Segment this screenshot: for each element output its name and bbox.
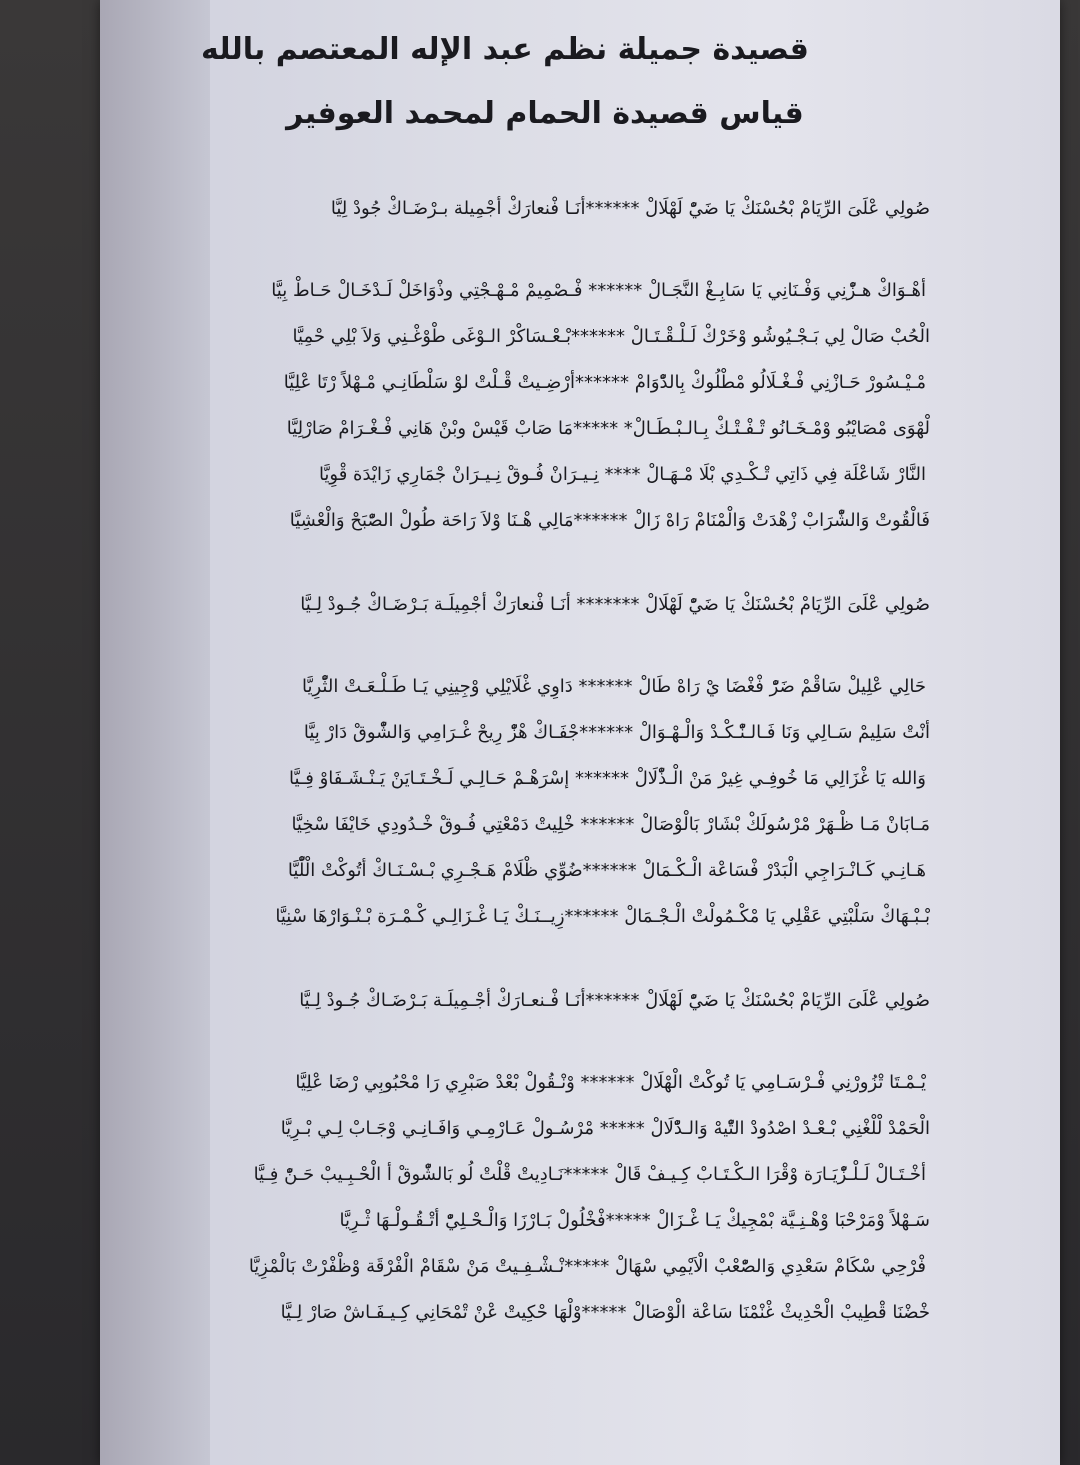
verse-line: أخْـتَـالْ لَـلْـزّْيَـارَة وْقْرَا الـكْـتَـابْ كِـيـفْ قَالْ *****نَـادِيتْ قْلْتْ لُو بَالشّْوقْ أ الْحْـبِـيبْ حَـنّْ فِـيَّا	[253, 1164, 926, 1185]
poem-title: قصيدة جميلة نظم عبد الإله المعتصم بالله	[201, 32, 809, 67]
verse-line: لْهْوَى مْصَايْبُو وْمْـخَـانُو تْـفْـتْـكْ بِـالـبْـطَـالْ* *****مَا صَابْ قَيْسْ وبْنْ هَانِي فْـغْـرَامْ صَارْلِيَّا	[286, 418, 930, 439]
verse-line: هَـانِـي كَـانْـرَاجِي الْبَدْرْ فْسَاعْة الْـكْـمَالْ ******ضُوِّي ظْلَامْ هَـجْـرِي بْـسْـنَـاكْ أتُوكْتْ الْلّْيَّا	[287, 860, 926, 881]
verse-line: الْحَمْدْ لْلْغْنِي بْـعْـدْ اصْدُودْ التّْيهْ وَالـدّْلَالْ ***** مْرْسُـولْ عَـارْمِـي وَافَـانِـي وْجَـابْ لِـي بْـرِيَّا	[280, 1118, 930, 1139]
stanza-1	[100, 268, 950, 544]
verse-line: مْـيْـسُورْ حَـازْنِي فْـغْـلَالُو مْطْلُوكْ بِالدّْوَامْ ******أرْضِـيتْ قْـلْتْ لوْ سَلْطَانِـي مْـهْلاً رْتَا عْلِيَّا	[283, 372, 926, 393]
verse-line: الْحُبْ صَالْ لِي بَـجْـيُوشُو وْخَرْكْ لَـلْـقْـتَـالْ ******بْـعْـسَاكْرْ الـوْغَى طْوْغْـنِي وَلاَ بْلِي حْمِيَّا	[292, 326, 930, 347]
verse-line: يْـمْـتَا تْزُورْنِي فْـرْسَـامِي يَا تُوكْتْ الْهْلَالْ ****** وْنْـقُولْ بْعْدْ صَبْرِي رَا مْحْبُوبِي رْضَا عْلِيَّا	[295, 1072, 926, 1093]
verse-line: خْضْنَا قْطِيبْ الْحْدِيثْ غْنْمْنَا سَاعْة الْوْصَالْ *****وْلْهَا حْكِيتْ عْنْ تْمْحَانِي كِـيـفَـاشْ صَارْ لِـيَّا	[280, 1302, 930, 1323]
verse-line: فْرْحِي سْكَامْ سَعْدِي وَالصّْعْبْ الْاَيْمِي سْهَالْ *****نْـشْـفِـيتْ مَنْ سْقَامْ الْفْرْقَة وْظْفْرْتْ بَالْمْزِيَّا	[248, 1256, 926, 1277]
verse-line: بْـبْـهَاكْ سَلْبْتِي عَقْلِي يَا مْكْـمُولْتْ الْـجْـمَالْ ******زِيــنَـكْ يَـا غْـزَالِـي كْـمْـرَة بْـنْـوَارْهَا سْنِيَّا	[275, 906, 930, 927]
verse-line: سَـهْلاً وْمَرْحْبَا وْهْـنِـيَّة بْمْجِيكْ يَـا غْـزَالْ *****فْخْلُولْ بَـارْزَا وَالْـحْـلِيّْ أتْـقُـولْـهَا ثْـرِيَّا	[339, 1210, 930, 1231]
chorus-line: صُولِي عْلَىَ الرِّيَامْ بْحُسْنَكْ يَا ضَيّْ لَهْلَالْ ******أنَـا فْـنعـارَكْ أجْـمِيلَـة بَـرْضَـاكْ جُـودْ لِـيَّا	[299, 990, 930, 1011]
verse-line: النَّارْ شَاعْلَة فِي ذَاتِي تْـكْـدِي بْلَا مْـهَـالْ **** نِـيـرَانْ فُـوقْ نِـيـرَانْ جْمَارِي زَايْدَة قْوِيَّا	[318, 464, 926, 485]
chorus-line: صُولِي عْلَىَ الرِّيَامْ بْحُسْنَكْ يَا ضَيّْ لَهْلَالْ ******أنَـا فْنعارَكْ أجْمِيلة بـرْضَـاكْ جُودْ لِيَّا	[330, 198, 930, 219]
verse-line: حَالِي عْلِيلْ سَاقْمْ ضَرّْ فْغْضَا يْ رَاهْ طَالْ ****** دَاوِي غْلَايْلِي وْجِينِي يَـا طَـلْـعَـتْ الثّْرِيَّا	[302, 676, 926, 697]
stanza-3	[100, 1060, 950, 1336]
stanza-2	[100, 664, 950, 940]
verse-line: فَالْقُوتْ وَالشّْرَابْ زْهْدَتْ وَالْمْنَامْ رَاهْ زَالْ ******مَالِي هْـنَا وْلاَ رَاحَة طُولْ الصّْبَحْ وَالْعْشِيَّا	[289, 510, 930, 531]
verse-line: وَالله يَا غْزَالِي مَا خُوفِـي غِيرْ مَنْ الْـذّْلَالْ ****** إسْرَهْـمْ حَـالِـي لَـخْـتَـايَنْ يَـنْـشَـفَاوْ فِـيَّا	[289, 768, 926, 789]
poem-document	[100, 18, 950, 1448]
poem-subtitle: قياس قصيدة الحمام لمحمد العوفير	[286, 96, 804, 131]
verse-line: مَـابَانْ مَـا ظْـهَرْ مْرْسُولَكْ بْشَارْ بَالْوْصَالْ ****** خْلِيتْ دَمْعْتِي فُـوقْ خْـدُودِي خَايْفَا سْخِيَّا	[291, 814, 930, 835]
verse-line: أهْـوَاكْ هـزّْنِي وَفْـنَانِي يَا سَابِـغْ النَّجَـالْ ****** فْـصْمِيمْ مْـهْـجْتِي وذْوَاخَلْ لَـدْخَـالْ حَـاطْ بِيَّا	[271, 280, 926, 301]
verse-line: أنْتْ سَلِيمْ سَـالِي وَنَا فَـالـنّْـكْـدْ وَالْـهْـوَالْ ******جْفَـاكْ هْزّْ رِيحْ غْـرَامِي وَالشّْوقْ دَارْ بِيَّا	[303, 722, 930, 743]
chorus-line: صُولِي عْلَىَ الرِّيَامْ بْحُسْنَكْ يَا ضَيّْ لَهْلَالْ ******* أنَـا فْنعارَكْ أجْمِيلَـة بَـرْضَـاكْ جُـودْ لِـيَّا	[300, 594, 930, 615]
